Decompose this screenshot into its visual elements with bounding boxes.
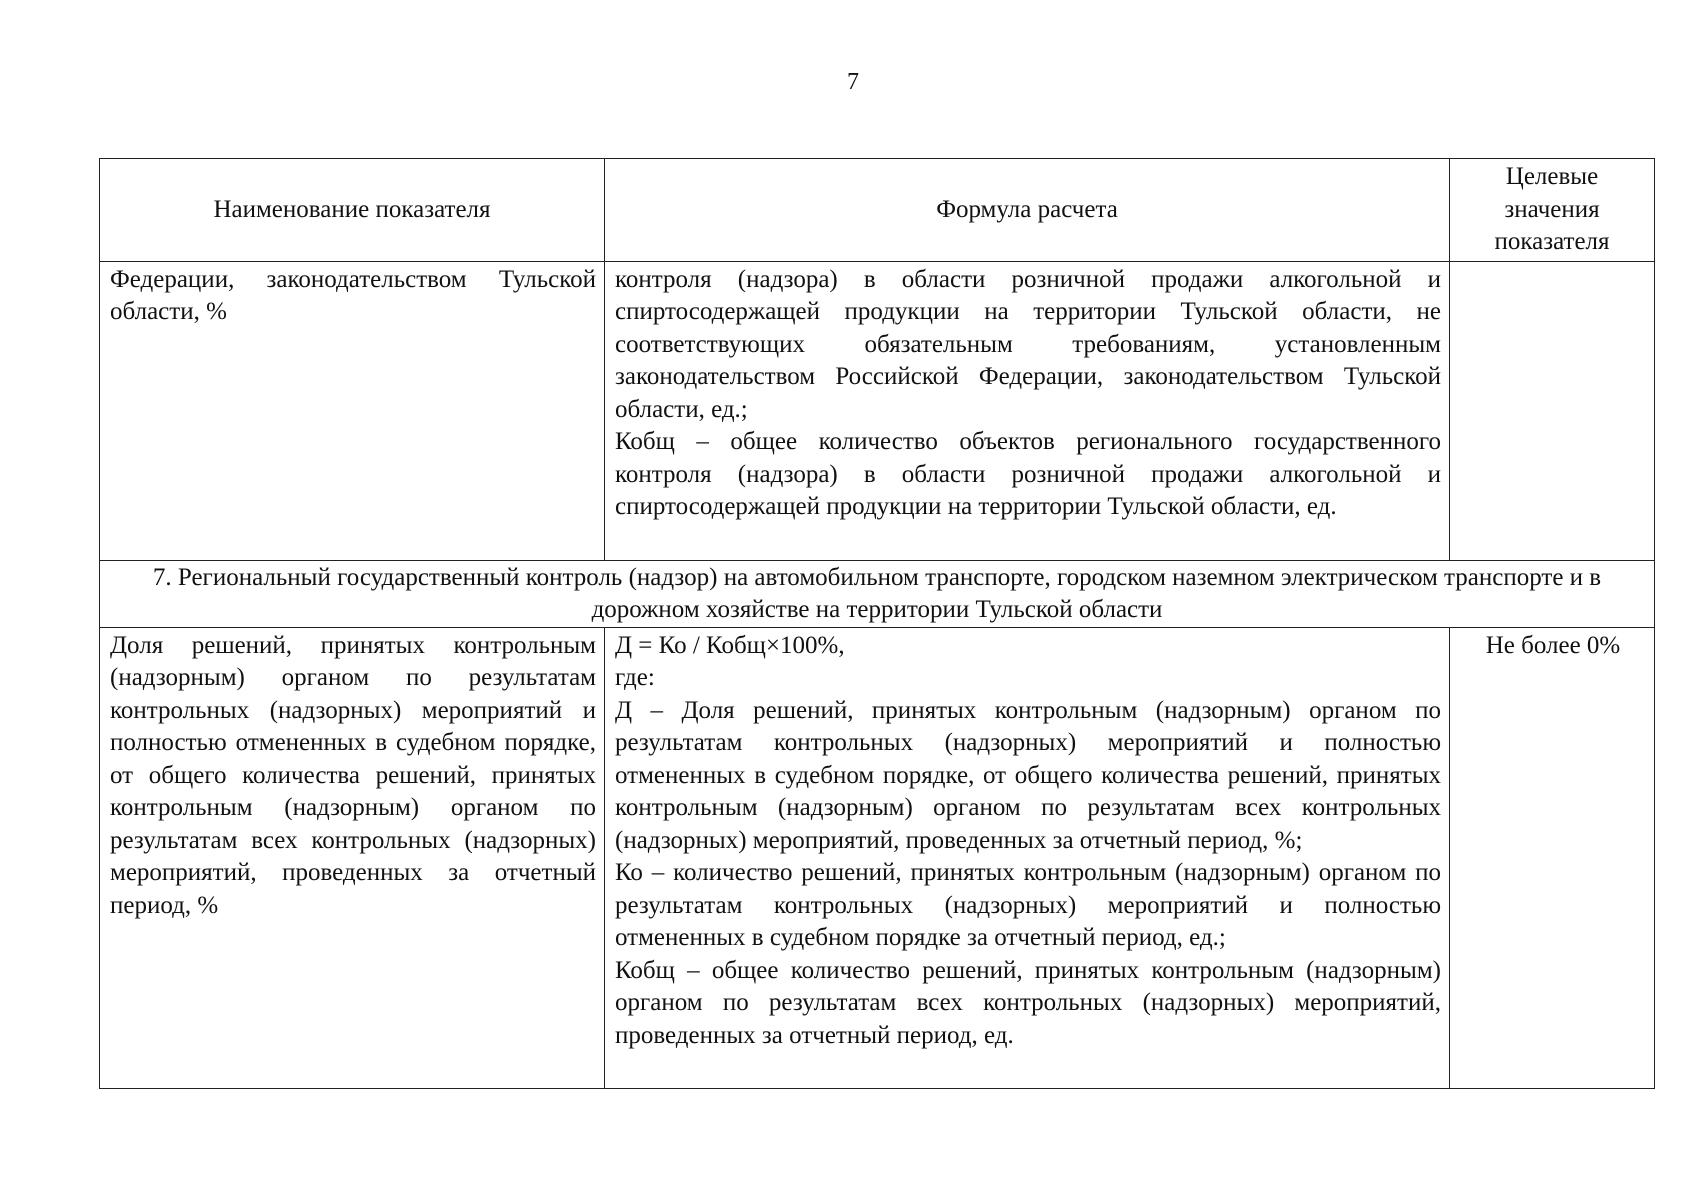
- target-value-cell: Не более 0%: [1450, 627, 1655, 1088]
- header-indicator-name: Наименование показателя: [100, 159, 605, 262]
- target-value-cell: [1450, 261, 1655, 560]
- formula-expression: Д = Ко / Кобщ×100%,: [615, 631, 845, 659]
- indicators-table: [99, 158, 1655, 1089]
- formula-paragraph: Д – Доля решений, принятых контрольным (надзорным) органом по результатам контрольных (надзорных) мероприятий и полностью отмененных в судебном порядке, от общего количества решений, принятых контрольным (надзорным) органом по результатам всех контрольных (надзорных) мероприятий, проведенных за отчетный период, %;: [615, 696, 1441, 854]
- formula-cell: [605, 261, 1450, 560]
- formula-paragraph: Кобщ – общее количество решений, принятых контрольным (надзорным) органом по результатам всех контрольных (надзорных) мероприятий, проведенных за отчетный период, ед.: [615, 956, 1441, 1049]
- formula-paragraph: Кобщ – общее количество объектов регионального государственного контроля (надзора) в области розничной продажи алкогольной и спиртосодержащей продукции на территории Тульской области, ед.: [615, 428, 1441, 520]
- header-formula: Формула расчета: [605, 159, 1450, 262]
- formula-paragraph: Ко – количество решений, принятых контрольным (надзорным) органом по результатам контрольных (надзорных) мероприятий и полностью отмененных в судебном порядке за отчетный период, ед.;: [615, 859, 1441, 951]
- table-header-row: [100, 159, 1655, 262]
- formula-paragraph: где:: [615, 664, 655, 691]
- indicator-name-cell: Доля решений, принятых контрольным (надзорным) органом по результатам контрольных (надзорных) мероприятий и полностью отмененных в судебном порядке, от общего количества решений, принятых контрольным (надзорным) органом по результатам всех контрольных (надзорных) мероприятий, проведенных за отчетный период, %: [100, 627, 605, 1088]
- header-target-values: Целевые значения показателя: [1450, 159, 1655, 262]
- table-row: [100, 261, 1655, 560]
- page-number: 7: [847, 69, 859, 95]
- table-row: [100, 627, 1655, 1088]
- indicator-name-cell: Федерации, законодательством Тульской области, %: [100, 261, 605, 560]
- formula-cell: [605, 627, 1450, 1088]
- section-heading: 7. Региональный государственный контроль (надзор) на автомобильном транспорте, городском наземном электрическом транспорте и в дорожном хозяйстве на территории Тульской области: [100, 560, 1655, 627]
- formula-paragraph: контроля (надзора) в области розничной продажи алкогольной и спиртосодержащей продукции на территории Тульской области, не соответствующих обязательным требованиям, установленным законодательством Российской Федерации, законодательством Тульской области, ед.;: [615, 265, 1441, 423]
- section-heading-row: [100, 560, 1655, 627]
